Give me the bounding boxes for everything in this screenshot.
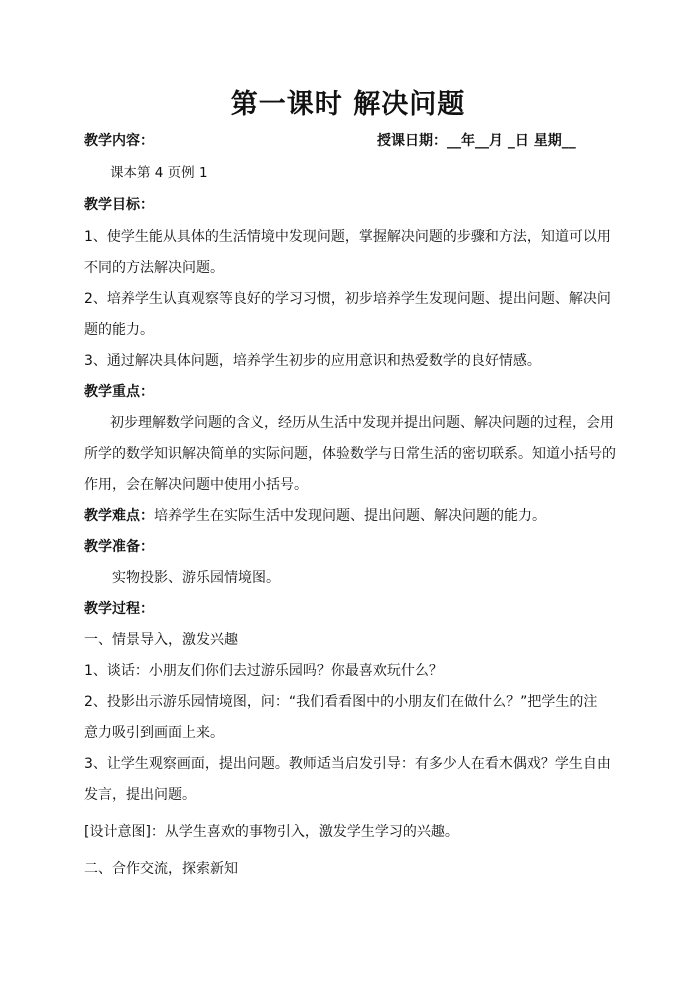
step-3-line-2: 发言，提出问题。 (84, 787, 196, 803)
step-2-line-1: 2、投影出示游乐园情境图，问：“我们看看图中的小朋友们在做什么？”把学生的注 (84, 694, 598, 710)
key-points-line-1: 初步理解数学问题的含义，经历从生活中发现并提出问题、解决问题的过程，会用 (110, 415, 614, 431)
section-1-heading: 一、情景导入，激发兴趣 (84, 632, 238, 648)
goal-2-line-1: 2、培养学生认真观察等良好的学习习惯，初步培养学生发现问题、提出问题、解决问 (84, 291, 611, 307)
difficulty-label: 教学难点： (84, 508, 154, 524)
goal-2-line-2: 题的能力。 (84, 322, 154, 338)
step-3-line-1: 3、让学生观察画面，提出问题。教师适当启发引导：有多少人在看木偶戏？学生自由 (84, 756, 611, 772)
step-2-line-2: 意力吸引到画面上来。 (84, 725, 224, 741)
content-label: 教学内容： (84, 133, 154, 149)
goal-1-line-2: 不同的方法解决问题。 (84, 260, 224, 276)
content-text: 课本第 4 页例 1 (110, 165, 208, 181)
date-label: 授课日期：__年__月 _日 星期__ (377, 133, 576, 149)
prep-text: 实物投影、游乐园情境图。 (112, 570, 280, 586)
prep-label: 教学准备： (84, 539, 154, 555)
goal-3: 3、通过解决具体问题，培养学生初步的应用意识和热爱数学的良好情感。 (84, 353, 541, 369)
key-points-line-3: 作用，会在解决问题中使用小括号。 (84, 477, 308, 493)
goals-label: 教学目标： (84, 197, 154, 213)
process-label: 教学过程： (84, 601, 154, 617)
step-1: 1、谈话：小朋友们你们去过游乐园吗？你最喜欢玩什么？ (84, 663, 443, 679)
page-title: 第一课时 解决问题 (230, 89, 466, 120)
difficulty-text: 培养学生在实际生活中发现问题、提出问题、解决问题的能力。 (154, 508, 546, 524)
design-intent: [设计意图]：从学生喜欢的事物引入，激发学生学习的兴趣。 (84, 824, 459, 840)
key-points-label: 教学重点： (84, 384, 154, 400)
goal-1-line-1: 1、使学生能从具体的生活情境中发现问题，掌握解决问题的步骤和方法，知道可以用 (84, 229, 611, 245)
key-points-line-2: 所学的数学知识解决简单的实际问题，体验数学与日常生活的密切联系。知道小括号的 (84, 446, 616, 462)
difficulty-row (84, 507, 546, 525)
section-2-heading: 二、合作交流，探索新知 (84, 861, 238, 877)
